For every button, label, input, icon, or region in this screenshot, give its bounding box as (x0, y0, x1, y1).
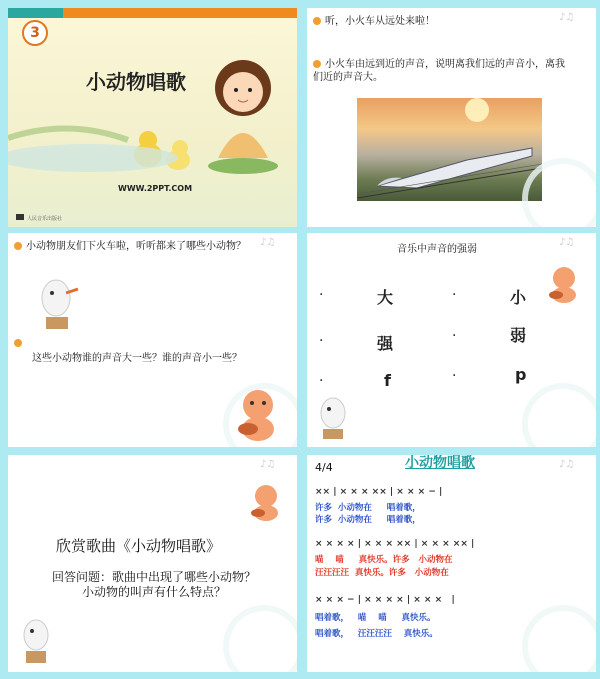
publisher-name: 人民音乐出版社 (27, 216, 63, 222)
dyn-left-1: 强 (377, 334, 394, 353)
score-line3-lyric-b: 唱着歌， 汪汪汪汪 真快乐。 (315, 629, 438, 639)
score-line3-notes: × × × − | × × × × | × × × | (315, 595, 455, 605)
dot-marker: · (319, 373, 324, 389)
dyn-right-2: p (515, 365, 527, 384)
slide-number-badge: 3 (22, 20, 48, 46)
score-line3-lyric-a: 唱着歌， 喵 喵 真快乐。 (315, 613, 436, 623)
dot-marker: · (319, 287, 324, 303)
music-notes-icon: ♪♫ (559, 459, 575, 470)
slide5-title: 欣赏歌曲《小动物唱歌》 (56, 537, 222, 555)
slide-5[interactable] (8, 455, 297, 672)
slide2-line1: 听，小火车从远处来啦！ (313, 15, 553, 28)
pond-illustration (8, 118, 297, 178)
slide-6[interactable] (307, 455, 596, 672)
slide-4[interactable] (307, 233, 596, 447)
cat-guitar-illustration (244, 481, 289, 521)
slide4-title: 音乐中声音的强弱 (397, 244, 477, 255)
score-title: 小动物唱歌 (405, 455, 475, 471)
music-notes-icon: ♪♫ (559, 12, 575, 23)
score-line1-lyric-b: 许多 小动物在 唱着歌， (315, 515, 421, 525)
slide3-line2: 这些小动物谁的声音大一些？谁的声音小一些？ (14, 339, 274, 365)
bullet-icon (14, 242, 22, 250)
dot-marker: · (452, 328, 457, 344)
score-line1-lyric-a: 许多 小动物在 唱着歌， (315, 503, 421, 513)
bird-illustration (18, 615, 58, 665)
bullet-icon (313, 60, 321, 68)
top-bar (8, 8, 297, 18)
slide5-q2: 小动物的叫声有什么特点？ (82, 585, 227, 599)
dot-marker: · (452, 287, 457, 303)
watermark-icon (522, 605, 596, 672)
dot-marker: · (452, 368, 457, 384)
slide-3[interactable] (8, 233, 297, 447)
score-line2-lyric-b: 汪汪汪汪 真快乐。许多 小动物在 (315, 568, 449, 578)
music-notes-icon: ♪♫ (260, 459, 276, 470)
slide2-line2: 小火车由远到近的声音，说明离我们远的声音小，离我们近的声音大。 (313, 59, 565, 83)
dot-marker: · (319, 333, 324, 349)
publisher-logo (16, 214, 62, 222)
music-notes-icon: ♪♫ (559, 237, 575, 248)
slide-title: 小动物唱歌 (86, 70, 186, 94)
score-line1-notes: ×× | × × × ×× | × × × − | (315, 487, 443, 497)
watermark-icon (223, 605, 297, 672)
bullet-icon (14, 339, 22, 347)
watermark-icon (522, 383, 596, 447)
slide5-q1: 回答问题：歌曲中出现了哪些小动物？ (52, 570, 257, 584)
dyn-left-2: f (384, 371, 391, 390)
dyn-right-1: 弱 (510, 326, 527, 345)
cat-guitar-illustration (542, 263, 587, 303)
dyn-left-0: 大 (377, 288, 394, 307)
dyn-right-0: 小 (510, 288, 527, 307)
train-photo (357, 98, 542, 201)
score-line2-notes: × × × × | × × × ×× | × × × ×× | (315, 539, 475, 549)
bird-illustration (36, 273, 81, 333)
time-signature: 4/4 (315, 461, 333, 474)
music-notes-icon: ♪♫ (260, 237, 276, 248)
score-line2-lyric-a: 喵 喵 真快乐。许多 小动物在 (315, 555, 453, 565)
slide-1[interactable] (8, 8, 297, 227)
slide-2[interactable] (307, 8, 596, 227)
bird-illustration (315, 393, 355, 441)
bullet-icon (313, 17, 321, 25)
website-url[interactable]: WWW.2PPT.COM (118, 184, 193, 193)
slide3-line1: 小动物朋友们下火车啦，听听都来了哪些小动物？ (14, 240, 274, 253)
